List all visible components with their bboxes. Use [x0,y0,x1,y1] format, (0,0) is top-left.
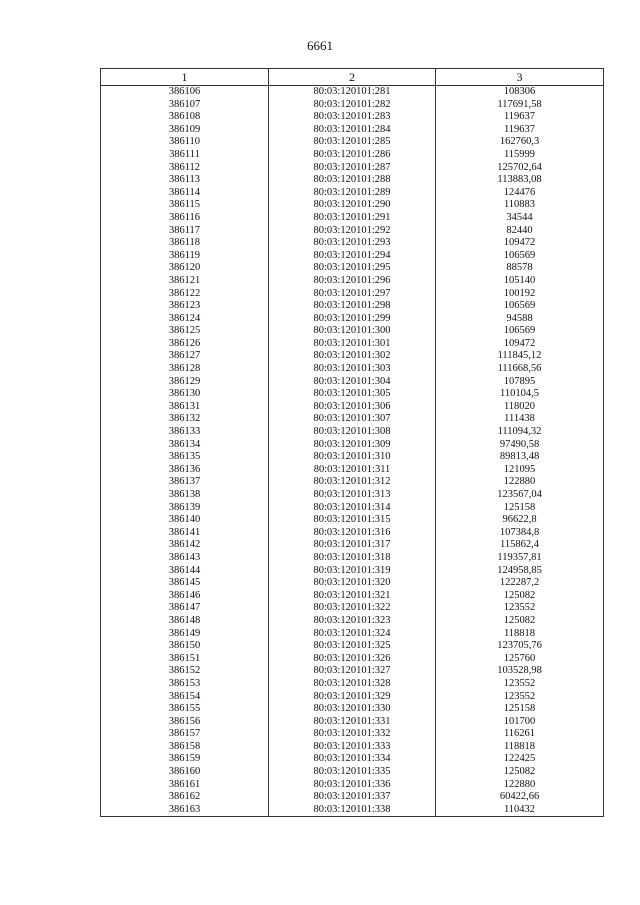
value-cell: 103528,98 [436,665,604,678]
cadastral-number-cell: 80:03:120101:287 [269,162,436,175]
table-header-row [101,69,604,86]
row-number-cell: 386156 [101,716,269,729]
value-cell: 121095 [436,464,604,477]
row-number-cell: 386119 [101,250,269,263]
cadastral-number-cell: 80:03:120101:294 [269,250,436,263]
row-number-cell: 386137 [101,476,269,489]
table-row [101,439,604,452]
table-row [101,401,604,414]
row-number-cell: 386122 [101,288,269,301]
row-number-cell: 386157 [101,728,269,741]
table-row [101,99,604,112]
value-cell: 109472 [436,237,604,250]
row-number-cell: 386110 [101,136,269,149]
value-cell: 162760,3 [436,136,604,149]
value-cell: 109472 [436,338,604,351]
table-row [101,766,604,779]
value-cell: 118818 [436,741,604,754]
row-number-cell: 386146 [101,590,269,603]
row-number-cell: 386111 [101,149,269,162]
row-number-cell: 386143 [101,552,269,565]
table-row [101,413,604,426]
cadastral-number-cell: 80:03:120101:328 [269,678,436,691]
cadastral-number-cell: 80:03:120101:335 [269,766,436,779]
value-cell: 122880 [436,779,604,792]
cadastral-number-cell: 80:03:120101:333 [269,741,436,754]
value-cell: 125082 [436,766,604,779]
table-row [101,514,604,527]
cadastral-number-cell: 80:03:120101:330 [269,703,436,716]
value-cell: 110883 [436,199,604,212]
value-cell: 123552 [436,602,604,615]
value-cell: 111668,56 [436,363,604,376]
value-cell: 100192 [436,288,604,301]
table-row [101,174,604,187]
row-number-cell: 386127 [101,350,269,363]
cadastral-number-cell: 80:03:120101:281 [269,86,436,99]
row-number-cell: 386118 [101,237,269,250]
cadastral-number-cell: 80:03:120101:322 [269,602,436,615]
table-row [101,640,604,653]
cadastral-number-cell: 80:03:120101:315 [269,514,436,527]
cadastral-number-cell: 80:03:120101:316 [269,527,436,540]
cadastral-number-cell: 80:03:120101:314 [269,502,436,515]
value-cell: 118020 [436,401,604,414]
table-row [101,225,604,238]
value-cell: 96622,8 [436,514,604,527]
cadastral-number-cell: 80:03:120101:301 [269,338,436,351]
table-row [101,288,604,301]
data-table [100,68,604,817]
table-row [101,691,604,704]
table-row [101,527,604,540]
row-number-cell: 386150 [101,640,269,653]
column-header-3: 3 [436,69,604,86]
row-number-cell: 386158 [101,741,269,754]
row-number-cell: 386162 [101,791,269,804]
table-row [101,86,604,99]
value-cell: 94588 [436,313,604,326]
value-cell: 123567,04 [436,489,604,502]
row-number-cell: 386130 [101,388,269,401]
table-row [101,388,604,401]
value-cell: 125082 [436,590,604,603]
table-header [101,69,604,86]
row-number-cell: 386131 [101,401,269,414]
value-cell: 119637 [436,124,604,137]
cadastral-number-cell: 80:03:120101:297 [269,288,436,301]
table-row [101,250,604,263]
row-number-cell: 386142 [101,539,269,552]
table-row [101,489,604,502]
cadastral-number-cell: 80:03:120101:303 [269,363,436,376]
cadastral-number-cell: 80:03:120101:329 [269,691,436,704]
row-number-cell: 386155 [101,703,269,716]
cadastral-number-cell: 80:03:120101:304 [269,376,436,389]
value-cell: 125082 [436,615,604,628]
row-number-cell: 386126 [101,338,269,351]
cadastral-number-cell: 80:03:120101:286 [269,149,436,162]
cadastral-number-cell: 80:03:120101:298 [269,300,436,313]
page-number: 6661 [307,38,333,53]
value-cell: 125158 [436,703,604,716]
value-cell: 123552 [436,678,604,691]
cadastral-number-cell: 80:03:120101:334 [269,753,436,766]
table-row [101,703,604,716]
cadastral-number-cell: 80:03:120101:325 [269,640,436,653]
table-row [101,451,604,464]
row-number-cell: 386163 [101,804,269,817]
value-cell: 34544 [436,212,604,225]
table-row [101,653,604,666]
cadastral-number-cell: 80:03:120101:337 [269,791,436,804]
table-row [101,502,604,515]
table-row [101,124,604,137]
cadastral-number-cell: 80:03:120101:285 [269,136,436,149]
row-number-cell: 386149 [101,628,269,641]
value-cell: 119357,81 [436,552,604,565]
table-row [101,804,604,817]
cadastral-number-cell: 80:03:120101:308 [269,426,436,439]
column-header-2: 2 [269,69,436,86]
value-cell: 116261 [436,728,604,741]
row-number-cell: 386128 [101,363,269,376]
value-cell: 117691,58 [436,99,604,112]
value-cell: 115999 [436,149,604,162]
row-number-cell: 386113 [101,174,269,187]
value-cell: 110104,5 [436,388,604,401]
table-row [101,275,604,288]
row-number-cell: 386140 [101,514,269,527]
row-number-cell: 386133 [101,426,269,439]
table-row [101,376,604,389]
row-number-cell: 386147 [101,602,269,615]
cadastral-number-cell: 80:03:120101:288 [269,174,436,187]
table-row [101,565,604,578]
table-row [101,325,604,338]
row-number-cell: 386115 [101,199,269,212]
cadastral-number-cell: 80:03:120101:295 [269,262,436,275]
table-row [101,199,604,212]
table-row [101,212,604,225]
table-row [101,300,604,313]
row-number-cell: 386121 [101,275,269,288]
table-row [101,464,604,477]
row-number-cell: 386108 [101,111,269,124]
row-number-cell: 386161 [101,779,269,792]
value-cell: 122880 [436,476,604,489]
cadastral-number-cell: 80:03:120101:302 [269,350,436,363]
value-cell: 124476 [436,187,604,200]
table-row [101,728,604,741]
table-row [101,753,604,766]
cadastral-number-cell: 80:03:120101:311 [269,464,436,477]
value-cell: 108306 [436,86,604,99]
row-number-cell: 386139 [101,502,269,515]
row-number-cell: 386125 [101,325,269,338]
value-cell: 106569 [436,250,604,263]
row-number-cell: 386116 [101,212,269,225]
cadastral-number-cell: 80:03:120101:332 [269,728,436,741]
row-number-cell: 386138 [101,489,269,502]
value-cell: 101700 [436,716,604,729]
row-number-cell: 386129 [101,376,269,389]
table-row [101,111,604,124]
row-number-cell: 386136 [101,464,269,477]
value-cell: 122425 [436,753,604,766]
cadastral-number-cell: 80:03:120101:290 [269,199,436,212]
row-number-cell: 386153 [101,678,269,691]
row-number-cell: 386148 [101,615,269,628]
value-cell: 123705,76 [436,640,604,653]
table-body [101,86,604,817]
row-number-cell: 386134 [101,439,269,452]
value-cell: 82440 [436,225,604,238]
table-row [101,615,604,628]
value-cell: 115862,4 [436,539,604,552]
value-cell: 107895 [436,376,604,389]
row-number-cell: 386114 [101,187,269,200]
row-number-cell: 386160 [101,766,269,779]
row-number-cell: 386109 [101,124,269,137]
table-row [101,262,604,275]
table-row [101,162,604,175]
table-row [101,313,604,326]
cadastral-number-cell: 80:03:120101:300 [269,325,436,338]
cadastral-number-cell: 80:03:120101:321 [269,590,436,603]
value-cell: 89813,48 [436,451,604,464]
value-cell: 113883,08 [436,174,604,187]
cadastral-number-cell: 80:03:120101:299 [269,313,436,326]
cadastral-number-cell: 80:03:120101:292 [269,225,436,238]
cadastral-number-cell: 80:03:120101:306 [269,401,436,414]
value-cell: 125158 [436,502,604,515]
value-cell: 125702,64 [436,162,604,175]
value-cell: 97490,58 [436,439,604,452]
value-cell: 122287,2 [436,577,604,590]
value-cell: 88578 [436,262,604,275]
row-number-cell: 386159 [101,753,269,766]
cadastral-number-cell: 80:03:120101:307 [269,413,436,426]
table-row [101,187,604,200]
row-number-cell: 386112 [101,162,269,175]
value-cell: 111845,12 [436,350,604,363]
table-row [101,590,604,603]
table-row [101,476,604,489]
cadastral-number-cell: 80:03:120101:305 [269,388,436,401]
cadastral-number-cell: 80:03:120101:317 [269,539,436,552]
cadastral-number-cell: 80:03:120101:312 [269,476,436,489]
value-cell: 106569 [436,300,604,313]
value-cell: 111438 [436,413,604,426]
cadastral-number-cell: 80:03:120101:310 [269,451,436,464]
table-row [101,678,604,691]
table-row [101,539,604,552]
row-number-cell: 386144 [101,565,269,578]
value-cell: 123552 [436,691,604,704]
row-number-cell: 386117 [101,225,269,238]
cadastral-number-cell: 80:03:120101:283 [269,111,436,124]
row-number-cell: 386154 [101,691,269,704]
value-cell: 110432 [436,804,604,817]
row-number-cell: 386106 [101,86,269,99]
cadastral-number-cell: 80:03:120101:313 [269,489,436,502]
table-row [101,602,604,615]
value-cell: 111094,32 [436,426,604,439]
row-number-cell: 386124 [101,313,269,326]
row-number-cell: 386123 [101,300,269,313]
value-cell: 107384,8 [436,527,604,540]
value-cell: 60422,66 [436,791,604,804]
value-cell: 119637 [436,111,604,124]
table-row [101,237,604,250]
table-row [101,350,604,363]
table-row [101,716,604,729]
cadastral-number-cell: 80:03:120101:309 [269,439,436,452]
row-number-cell: 386151 [101,653,269,666]
cadastral-number-cell: 80:03:120101:338 [269,804,436,817]
table-row [101,779,604,792]
row-number-cell: 386141 [101,527,269,540]
table-row [101,665,604,678]
cadastral-number-cell: 80:03:120101:293 [269,237,436,250]
table-row [101,426,604,439]
value-cell: 118818 [436,628,604,641]
row-number-cell: 386152 [101,665,269,678]
table-row [101,552,604,565]
cadastral-number-cell: 80:03:120101:323 [269,615,436,628]
row-number-cell: 386107 [101,99,269,112]
row-number-cell: 386132 [101,413,269,426]
cadastral-number-cell: 80:03:120101:318 [269,552,436,565]
cadastral-number-cell: 80:03:120101:324 [269,628,436,641]
table-row [101,136,604,149]
row-number-cell: 386120 [101,262,269,275]
value-cell: 105140 [436,275,604,288]
table-row [101,149,604,162]
value-cell: 106569 [436,325,604,338]
table-row [101,338,604,351]
cadastral-number-cell: 80:03:120101:291 [269,212,436,225]
table-row [101,741,604,754]
cadastral-number-cell: 80:03:120101:282 [269,99,436,112]
cadastral-number-cell: 80:03:120101:327 [269,665,436,678]
cadastral-number-cell: 80:03:120101:284 [269,124,436,137]
cadastral-number-cell: 80:03:120101:336 [269,779,436,792]
cadastral-number-cell: 80:03:120101:319 [269,565,436,578]
table-row [101,628,604,641]
table-row [101,363,604,376]
cadastral-number-cell: 80:03:120101:326 [269,653,436,666]
cadastral-number-cell: 80:03:120101:289 [269,187,436,200]
row-number-cell: 386145 [101,577,269,590]
column-header-1: 1 [101,69,269,86]
table-row [101,577,604,590]
table-row [101,791,604,804]
cadastral-number-cell: 80:03:120101:320 [269,577,436,590]
row-number-cell: 386135 [101,451,269,464]
cadastral-number-cell: 80:03:120101:296 [269,275,436,288]
value-cell: 124958,85 [436,565,604,578]
value-cell: 125760 [436,653,604,666]
cadastral-number-cell: 80:03:120101:331 [269,716,436,729]
